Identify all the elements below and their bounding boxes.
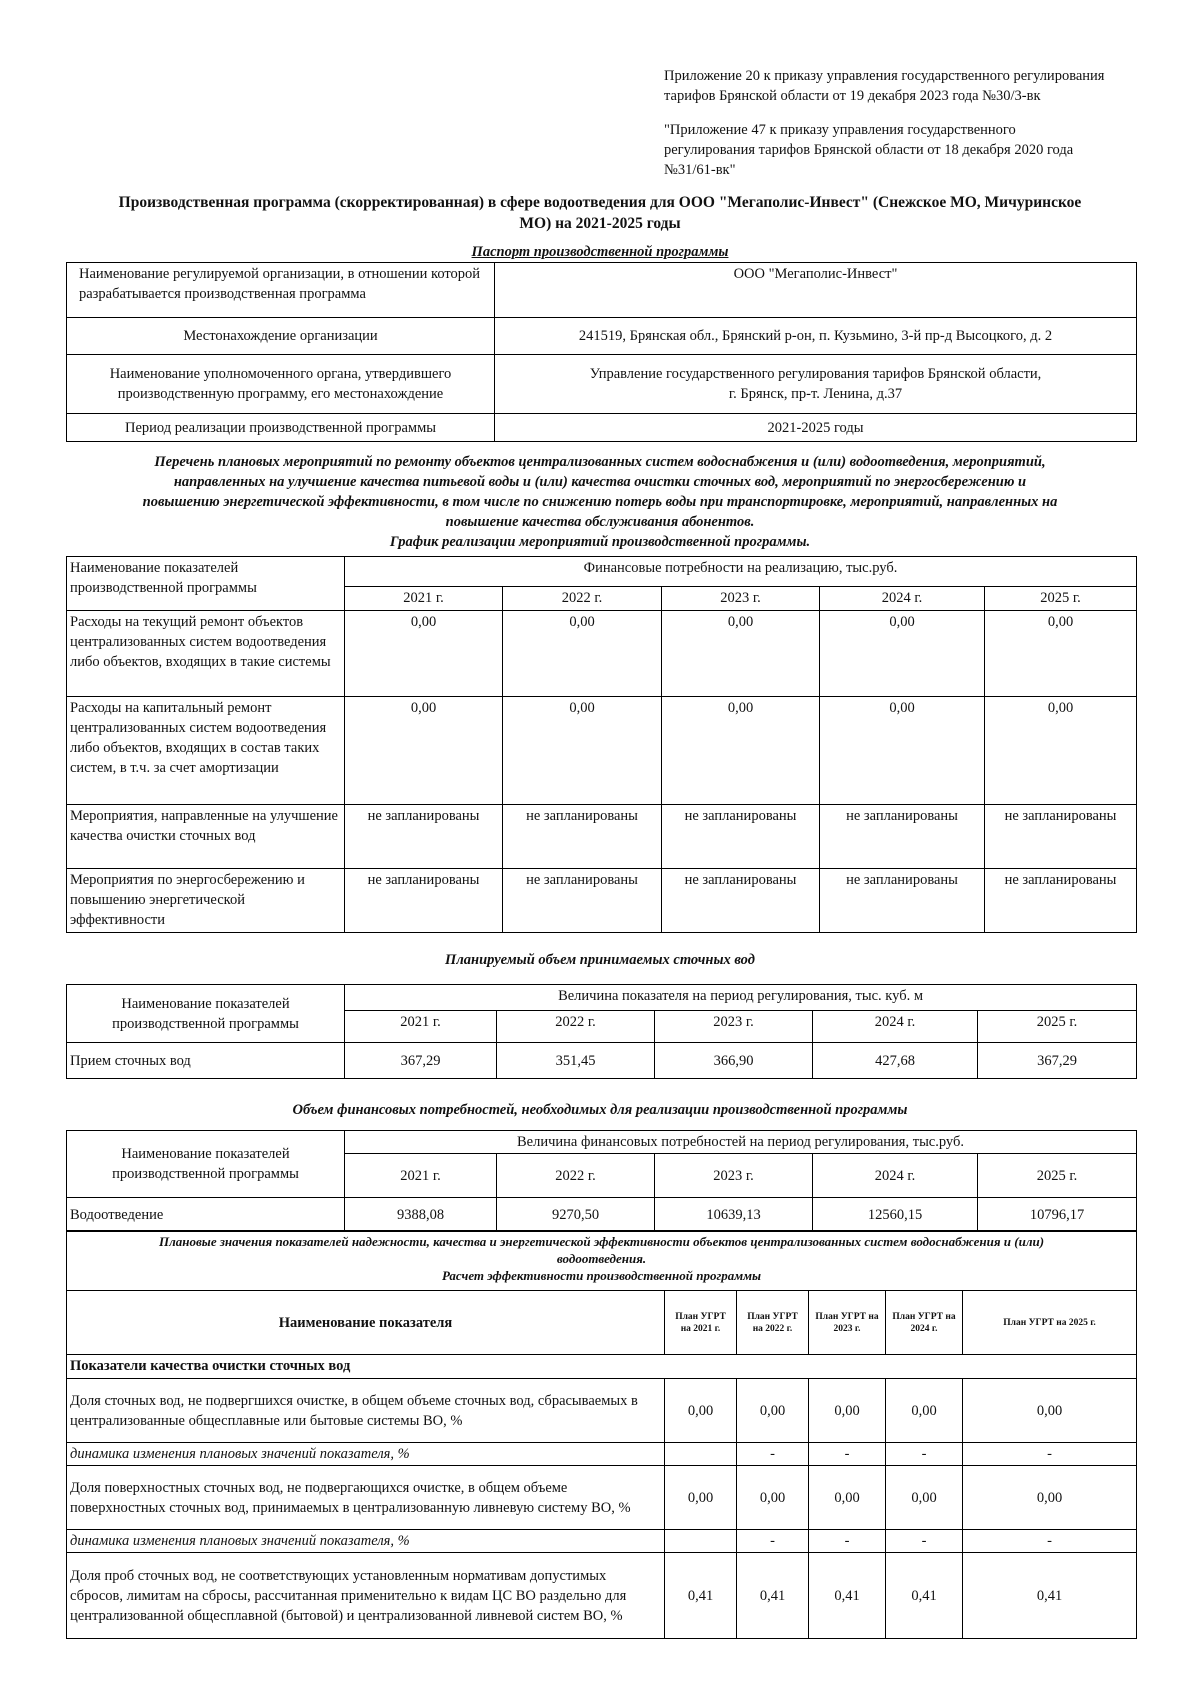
table-row <box>67 1231 1137 1291</box>
table-row <box>67 318 1137 355</box>
cell-value: 0,00 <box>665 1379 737 1443</box>
page-title: Производственная программа (скорректированная) в сфере водоотведения для ООО "Мегаполис-Инвест" (Снежское МО, Мичуринское МО) на 2021-2025 годы <box>118 194 1082 232</box>
row-label: Прием сточных вод <box>67 1043 345 1079</box>
cell-value: - <box>737 1530 809 1553</box>
row-label: динамика изменения плановых значений показателя, % <box>67 1530 665 1553</box>
cell-value: 0,00 <box>886 1379 963 1443</box>
cell-value: не запланированы <box>820 805 985 869</box>
cell-value: не запланированы <box>985 805 1137 869</box>
passport-table <box>66 262 1137 442</box>
cell-value: 0,00 <box>985 697 1137 805</box>
table-row <box>67 263 1137 318</box>
year-header: 2024 г. <box>813 1011 978 1043</box>
year-header: 2024 г. <box>820 587 985 611</box>
header-line: тарифов Брянской области от 19 декабря 2023 года №30/3-вк <box>664 88 1041 104</box>
plan-header: План УГРТ на 2024 г. <box>886 1291 963 1355</box>
column-header: Наименование показателей производственной программы <box>67 557 345 611</box>
cell-value: 0,00 <box>820 611 985 697</box>
cell-value: 0,00 <box>820 697 985 805</box>
cell-value: 367,29 <box>978 1043 1137 1079</box>
cell-value: 0,00 <box>503 611 662 697</box>
table-row <box>67 557 1137 587</box>
cell-value: 351,45 <box>497 1043 655 1079</box>
passport-label: Наименование регулируемой организации, в отношении которой разрабатывается производственная программа <box>67 263 495 318</box>
year-header: 2022 г. <box>497 1011 655 1043</box>
plan-header: План УГРТ на 2021 г. <box>665 1291 737 1355</box>
cell-value: 9388,08 <box>345 1198 497 1232</box>
cell-value: не запланированы <box>820 869 985 933</box>
table-row <box>67 1443 1137 1466</box>
table-row <box>67 805 1137 869</box>
group-header: Величина финансовых потребностей на период регулирования, тыс.руб. <box>345 1131 1137 1154</box>
year-header: 2022 г. <box>497 1154 655 1198</box>
table-row <box>67 1131 1137 1154</box>
row-label: Водоотведение <box>67 1198 345 1232</box>
measures-caption: Перечень плановых мероприятий по ремонту объектов централизованных систем водоснабжения и (или) водоотведения, мероприятий, направленных на улучшение качества питьевой воды и (или) качества очистки сточных вод, мероприятий по энергосбережению и повышению энергетической эффективности, в том числе по снижению потерь воды при транспортировке, мероприятий, направленных на повышение качества обслуживания абонентов. График реализации мероприятий производственной программы. <box>142 454 1058 550</box>
cell-value: 0,00 <box>886 1466 963 1530</box>
plan-header: План УГРТ на 2025 г. <box>963 1291 1137 1355</box>
cell-value: 0,41 <box>809 1553 886 1639</box>
passport-value: 2021-2025 годы <box>495 414 1137 442</box>
year-header: 2023 г. <box>662 587 820 611</box>
year-header: 2024 г. <box>813 1154 978 1198</box>
cell-value: 0,00 <box>662 697 820 805</box>
passport-value: 241519, Брянская обл., Брянский р-он, п. Кузьмино, 3-й пр-д Высоцкого, д. 2 <box>495 318 1137 355</box>
volume-caption: Планируемый объем принимаемых сточных вод <box>445 952 755 968</box>
cell-value: не запланированы <box>662 869 820 933</box>
column-header: Наименование показателей производственной программы <box>67 985 345 1043</box>
year-header: 2025 г. <box>985 587 1137 611</box>
table-row <box>67 1553 1137 1639</box>
row-label: Доля проб сточных вод, не соответствующих установленным нормативам допустимых сбросов, лимитам на сбросы, рассчитанная применительно к видам ЦС ВО раздельно для централизованной общесплавной (бытовой) и централизованной ливневой систем ВО, % <box>67 1553 665 1639</box>
year-header: 2021 г. <box>345 1011 497 1043</box>
measures-table <box>66 556 1137 933</box>
header-line: Приложение 20 к приказу управления государственного регулирования <box>664 68 1105 84</box>
passport-value: ООО "Мегаполис-Инвест" <box>495 263 1137 318</box>
cell-value: 9270,50 <box>497 1198 655 1232</box>
row-label: Доля поверхностных сточных вод, не подвергающихся очистке, в общем объеме поверхностных сточных вод, принимаемых в централизованную ливневую систему ВО, % <box>67 1466 665 1530</box>
cell-value: 0,00 <box>345 611 503 697</box>
cell-value: не запланированы <box>503 869 662 933</box>
passport-label: Местонахождение организации <box>67 318 495 355</box>
cell-value: 0,00 <box>809 1379 886 1443</box>
efficiency-caption: Плановые значения показателей надежности, качества и энергетической эффективности объектов централизованных систем водоснабжения и (или) водоотведения. Расчет эффективности производственной программы <box>67 1231 1137 1291</box>
cell-value: 0,00 <box>963 1379 1137 1443</box>
row-label: Мероприятия, направленные на улучшение качества очистки сточных вод <box>67 805 345 869</box>
year-header: 2021 г. <box>345 587 503 611</box>
efficiency-table <box>66 1230 1137 1639</box>
year-header: 2023 г. <box>655 1011 813 1043</box>
header-line: №31/61-вк" <box>664 162 736 178</box>
group-header: Финансовые потребности на реализацию, тыс.руб. <box>345 557 1137 587</box>
cell-value: - <box>809 1443 886 1466</box>
row-label: Мероприятия по энергосбережению и повышению энергетической эффективности <box>67 869 345 933</box>
cell-value: 0,00 <box>662 611 820 697</box>
cell-value: 0,00 <box>665 1466 737 1530</box>
cell-value: 12560,15 <box>813 1198 978 1232</box>
cell-value: 10639,13 <box>655 1198 813 1232</box>
cell-value: 0,00 <box>809 1466 886 1530</box>
plan-header: План УГРТ на 2022 г. <box>737 1291 809 1355</box>
table-row <box>67 1379 1137 1443</box>
cell-value: 0,00 <box>963 1466 1137 1530</box>
row-label: Доля сточных вод, не подвергшихся очистке, в общем объеме сточных вод, сбрасываемых в централизованные общесплавные или бытовые системы ВО, % <box>67 1379 665 1443</box>
table-row <box>67 869 1137 933</box>
group-header: Величина показателя на период регулирования, тыс. куб. м <box>345 985 1137 1011</box>
passport-label: Период реализации производственной программы <box>67 414 495 442</box>
cell-value: 367,29 <box>345 1043 497 1079</box>
finance-caption: Объем финансовых потребностей, необходимых для реализации производственной программы <box>292 1102 908 1118</box>
table-row <box>67 1291 1137 1355</box>
cell-value: 0,00 <box>985 611 1137 697</box>
table-row <box>67 1355 1137 1379</box>
cell-value: 0,00 <box>737 1466 809 1530</box>
table-row <box>67 1198 1137 1232</box>
cell-value: - <box>737 1443 809 1466</box>
column-header: Наименование показателей производственной программы <box>67 1131 345 1198</box>
passport-label: Наименование уполномоченного органа, утвердившего производственную программу, его местонахождение <box>67 355 495 414</box>
cell-value: 366,90 <box>655 1043 813 1079</box>
cell-value <box>665 1443 737 1466</box>
cell-value: 0,00 <box>503 697 662 805</box>
table-row <box>67 985 1137 1011</box>
cell-value: - <box>809 1530 886 1553</box>
cell-value: 0,41 <box>963 1553 1137 1639</box>
year-header: 2025 г. <box>978 1011 1137 1043</box>
cell-value: не запланированы <box>985 869 1137 933</box>
table-row <box>67 611 1137 697</box>
cell-value: - <box>886 1443 963 1466</box>
cell-value: не запланированы <box>345 869 503 933</box>
cell-value: 0,00 <box>345 697 503 805</box>
cell-value: - <box>886 1530 963 1553</box>
order-reference <box>664 66 1184 180</box>
cell-value: - <box>963 1443 1137 1466</box>
cell-value: 0,41 <box>886 1553 963 1639</box>
passport-caption: Паспорт производственной программы <box>471 244 729 260</box>
table-row <box>67 1043 1137 1079</box>
header-line: "Приложение 47 к приказу управления государственного <box>664 122 1016 138</box>
row-label: динамика изменения плановых значений показателя, % <box>67 1443 665 1466</box>
row-label: Расходы на капитальный ремонт централизованных систем водоотведения либо объектов, входящих в состав таких систем, в т.ч. за счет амортизации <box>67 697 345 805</box>
table-row <box>67 414 1137 442</box>
cell-value: не запланированы <box>345 805 503 869</box>
cell-value: не запланированы <box>662 805 820 869</box>
cell-value: 10796,17 <box>978 1198 1137 1232</box>
cell-value: 0,41 <box>737 1553 809 1639</box>
finance-table <box>66 1130 1137 1232</box>
plan-header: План УГРТ на 2023 г. <box>809 1291 886 1355</box>
column-header: Наименование показателя <box>67 1291 665 1355</box>
passport-value: Управление государственного регулирования тарифов Брянской области, г. Брянск, пр-т. Ленина, д.37 <box>495 355 1137 414</box>
section-header: Показатели качества очистки сточных вод <box>67 1355 1137 1379</box>
table-row <box>67 355 1137 414</box>
year-header: 2021 г. <box>345 1154 497 1198</box>
cell-value: не запланированы <box>503 805 662 869</box>
cell-value: 427,68 <box>813 1043 978 1079</box>
header-line: регулирования тарифов Брянской области от 18 декабря 2020 года <box>664 142 1074 158</box>
year-header: 2022 г. <box>503 587 662 611</box>
year-header: 2025 г. <box>978 1154 1137 1198</box>
year-header: 2023 г. <box>655 1154 813 1198</box>
cell-value <box>665 1530 737 1553</box>
table-row <box>67 1530 1137 1553</box>
table-row <box>67 1466 1137 1530</box>
cell-value: 0,00 <box>737 1379 809 1443</box>
table-row <box>67 697 1137 805</box>
cell-value: 0,41 <box>665 1553 737 1639</box>
volume-table <box>66 984 1137 1079</box>
cell-value: - <box>963 1530 1137 1553</box>
row-label: Расходы на текущий ремонт объектов централизованных систем водоотведения либо объектов, входящих в такие системы <box>67 611 345 697</box>
